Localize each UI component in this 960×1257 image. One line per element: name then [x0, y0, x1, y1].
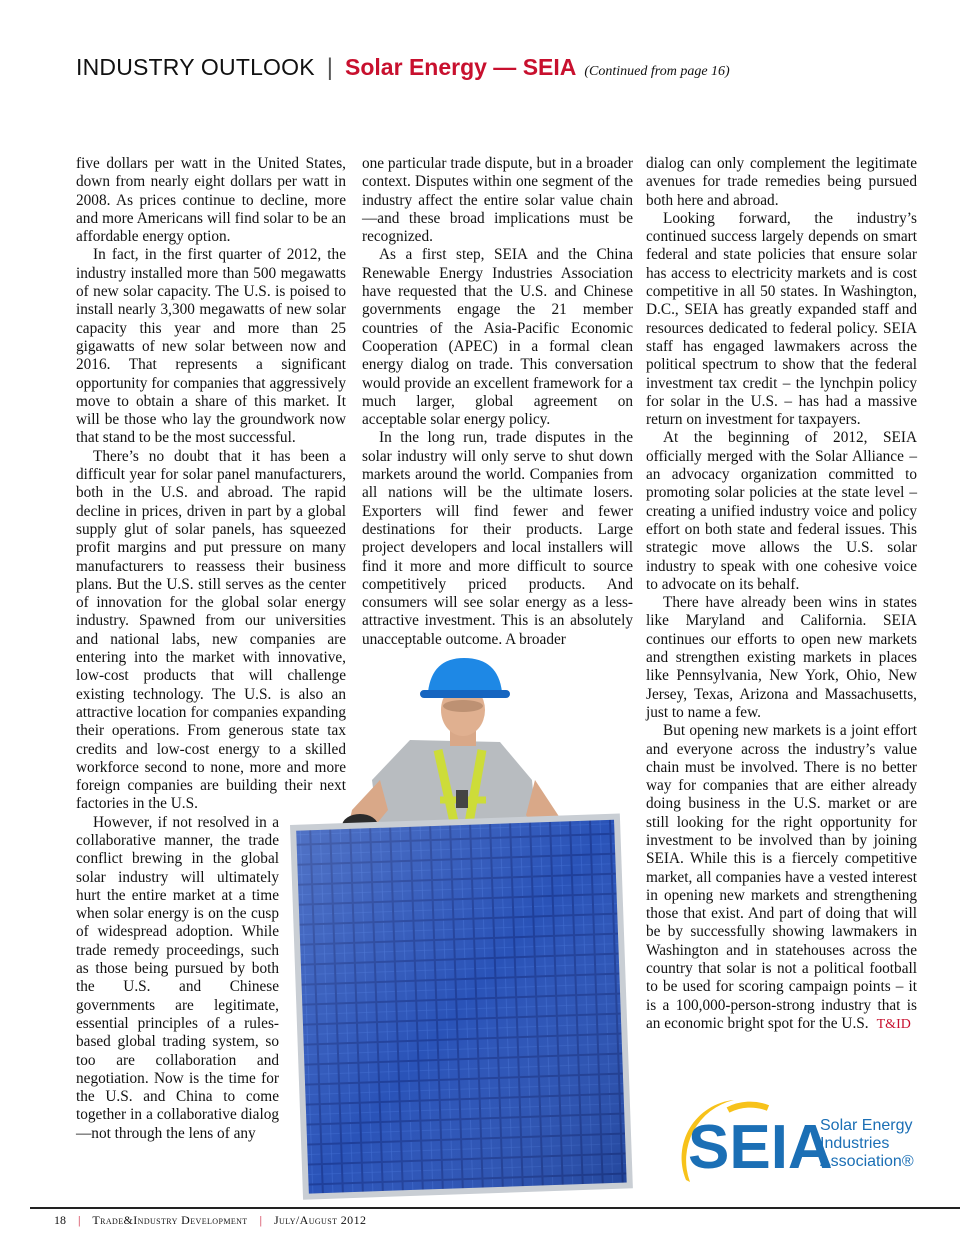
- seia-logo-line2: Industries: [820, 1135, 890, 1152]
- text-column-3: [646, 155, 917, 1034]
- page-footer: [54, 1213, 366, 1228]
- paragraph: dialog can only complement the legitimate avenues for trade remedies being pursued both here and abroad.: [646, 155, 917, 209]
- paragraph: one particular trade dispute, but in a broader context. Disputes within one segment of the industry affect the entire solar value chain—and these broad implications must be recognized.: [362, 155, 633, 246]
- text-column-2: [362, 155, 633, 649]
- seia-logo-line3: Association®: [820, 1153, 914, 1170]
- paragraph: There’s no doubt that it has been a difficult year for solar panel manufacturers, both in the U.S. and abroad. The rapid decline in prices, driven in part by a global supply glut of solar panels, has squeezed profit margins and put pressure on many manufacturers to reassess their business plans. But the U.S. still serves as the center of innovation for the global solar energy industry. Spawned from our universities and national labs, new companies are entering into the market with innovative, low-cost products that will challenge existing technology. The U.S. is also an attractive location for companies expanding their operations. From generous state tax credits and low-cost energy to a skilled workforce second to none, more and more foreign companies are building their next factories in the U.S.: [76, 447, 346, 813]
- paragraph: In the long run, trade disputes in the solar industry will only serve to shut down markets around the world. Companies from all nations will be the ultimate losers. Exporters will find fewer and fewer destinations for their products. Large project developers and local installers will find it more and more difficult to source competitively priced products. And consumers will see solar energy as a less-attractive investment. This is an absolutely unacceptable outcome. A broader: [362, 429, 633, 648]
- seia-logo-mark: SEIA: [688, 1113, 833, 1182]
- paragraph: [646, 722, 917, 1034]
- paragraph: There have already been wins in states like Maryland and California. SEIA continues our efforts to open new markets and strengthen existing markets in places like Pennsylvania, New York, Ohio, New Jersey, Texas, Arizona and Massachusetts, just to name a few.: [646, 594, 917, 721]
- paragraph: However, if not resolved in a collaborative manner, the trade conflict brewing in the global solar industry will ultimately hurt the entire market at a time when solar energy is on the cusp of widespread adoption. While trade remedy proceedings, such as those being pursued by both the U.S. and Chinese governments are legitimate, essential principles of a rules-based global trading system, so too are collaboration and negotiation. Now is the time for the U.S. and China to come together in a collaborative dialog—not through the lens of any: [76, 813, 279, 1142]
- seia-logo-line1: Solar Energy: [820, 1117, 913, 1134]
- page-header: [76, 54, 730, 86]
- footer-separator: |: [78, 1213, 81, 1227]
- header-separator: |: [326, 54, 334, 81]
- paragraph: As a first step, SEIA and the China Renewable Energy Industries Association have requested that the U.S. and Chinese governments engage the 21 member countries of the Asia-Pacific Economic Cooperation (APEC) in a formal clean energy dialog on trade. This conversation would provide an excellent framework for a much larger, global agreement on acceptable solar energy policy.: [362, 246, 633, 429]
- issue-date: July/August 2012: [273, 1213, 367, 1227]
- paragraph-text: But opening new markets is a joint effort and everyone across the industry’s value chain must be involved. There is no better way for companies that are either already doing business in the U.S. market or are still looking for the right opportunity for investment to be involved than by joining SEIA. While this is a fiercely competitive market, all companies have a vested interest in opening new markets and strengthening those that exist. And part of doing that will be by successfully showing lawmakers in Washington and in statehouses across the country that solar is not a political football to be used for scoring campaign points – it is a 100,000-person-strong industry that is an economic bright spot for the U.S.: [646, 722, 917, 1032]
- paragraph: five dollars per watt in the United States, down from nearly eight dollars per watt in 2008. As prices continue to decline, more and more Americans will find solar to be an affordable energy option.: [76, 155, 346, 246]
- article-title: Solar Energy — SEIA: [345, 54, 577, 80]
- footer-separator: |: [259, 1213, 262, 1227]
- seia-logo: [656, 1090, 916, 1202]
- footer-rule: [30, 1207, 960, 1209]
- solar-worker-photo: [260, 650, 660, 1205]
- publication-name: Trade&Industry Development: [92, 1213, 248, 1227]
- end-mark: T&ID: [876, 1016, 911, 1032]
- paragraph: At the beginning of 2012, SEIA officially merged with the Solar Alliance – an advocacy organization committed to promoting solar policies at the state level – creating a unified industry voice and policy effort on both state and federal issues. This strategic move allows the U.S. solar industry to speak with one cohesive voice to advocate on its behalf.: [646, 429, 917, 593]
- page-number: 18: [54, 1213, 66, 1227]
- continued-note: (Continued from page 16): [584, 64, 730, 79]
- paragraph: Looking forward, the industry’s continued success largely depends on smart federal and state policies that ensure solar has access to electricity markets and is cost competitive in all 50 states. In Washington, D.C., SEIA has greatly expanded staff and resources dedicated to federal policy. SEIA staff has engaged lawmakers across the political spectrum to show that the federal investment tax credit – the lynchpin policy for solar in the U.S. – has had a massive return on investment for taxpayers.: [646, 209, 917, 429]
- paragraph: In fact, in the first quarter of 2012, the industry installed more than 500 megawatts of new solar capacity. The U.S. is poised to install nearly 3,300 megawatts of new solar capacity this year and more than 25 gigawatts of new solar between now and 2016. That represents a significant opportunity for companies that aggressively move to obtain a share of this market. It will be those who lay the groundwork now that stand to be the most successful.: [76, 246, 346, 447]
- section-label: INDUSTRY OUTLOOK: [76, 54, 315, 80]
